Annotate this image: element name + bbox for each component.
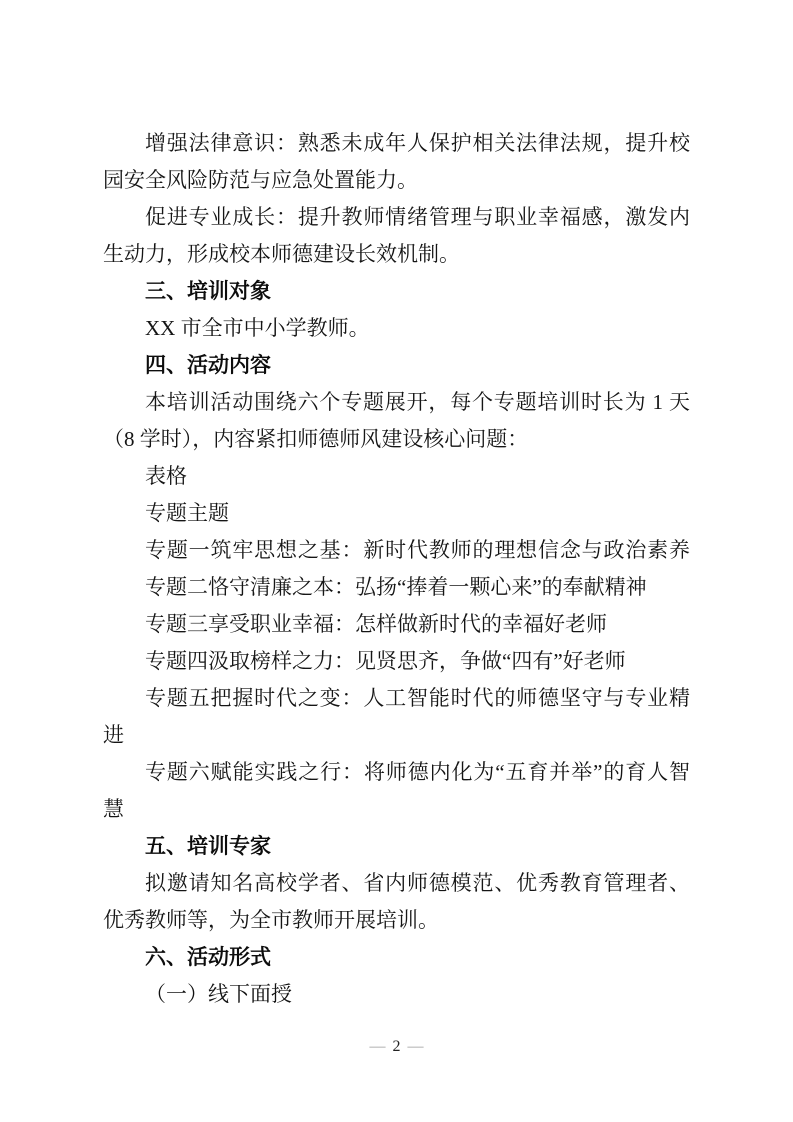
page-number-dash-right: —: [407, 1038, 424, 1055]
paragraph-line: 本培训活动围绕六个专题展开，每个专题培训时长为 1 天: [145, 390, 690, 414]
document-body: [103, 125, 690, 1013]
paragraph-line: 生动力，形成校本师德建设长效机制。: [103, 242, 460, 266]
table-header-line: 专题主题: [145, 501, 229, 525]
paragraph-line: XX 市全市中小学教师。: [145, 316, 370, 340]
page-number-dash-left: —: [369, 1038, 386, 1055]
paragraph-line: 促进专业成长：提升教师情绪管理与职业幸福感，激发内: [145, 205, 690, 229]
paragraph-line: 拟邀请知名高校学者、省内师德模范、优秀教育管理者、: [145, 871, 690, 895]
footer-page-number: [0, 1037, 793, 1057]
paragraph-line: （8 学时），内容紧扣师德师风建设核心问题：: [103, 427, 529, 451]
section-heading-training-target: 三、培训对象: [145, 280, 271, 303]
topic-row-2: 专题二恪守清廉之本：弘扬“捧着一颗心来”的奉献精神: [145, 575, 647, 599]
topic-row-5: 专题五把握时代之变：人工智能时代的师德坚守与专业精: [145, 686, 690, 710]
topic-row-5-wrap: 进: [103, 723, 124, 747]
topic-row-1: 专题一筑牢思想之基：新时代教师的理想信念与政治素养: [145, 538, 690, 562]
topic-row-6-wrap: 慧: [103, 797, 124, 821]
topic-row-3: 专题三享受职业幸福：怎样做新时代的幸福好老师: [145, 612, 607, 636]
topic-row-4: 专题四汲取榜样之力：见贤思齐，争做“四有”好老师: [145, 649, 626, 673]
paragraph-line: 优秀教师等，为全市教师开展培训。: [103, 908, 439, 932]
table-label-line: 表格: [145, 464, 187, 488]
section-heading-activity-content: 四、活动内容: [145, 354, 271, 377]
topic-row-6: 专题六赋能实践之行：将师德内化为“五育并举”的育人智: [145, 760, 690, 784]
section-heading-activity-format: 六、活动形式: [145, 946, 271, 969]
page-number: 2: [392, 1038, 401, 1055]
subsection-heading-offline-teaching: （一）线下面授: [145, 982, 292, 1006]
paragraph-line: 园安全风险防范与应急处置能力。: [103, 168, 418, 192]
section-heading-training-experts: 五、培训专家: [145, 835, 271, 858]
paragraph-line: 增强法律意识：熟悉未成年人保护相关法律法规，提升校: [145, 131, 690, 155]
